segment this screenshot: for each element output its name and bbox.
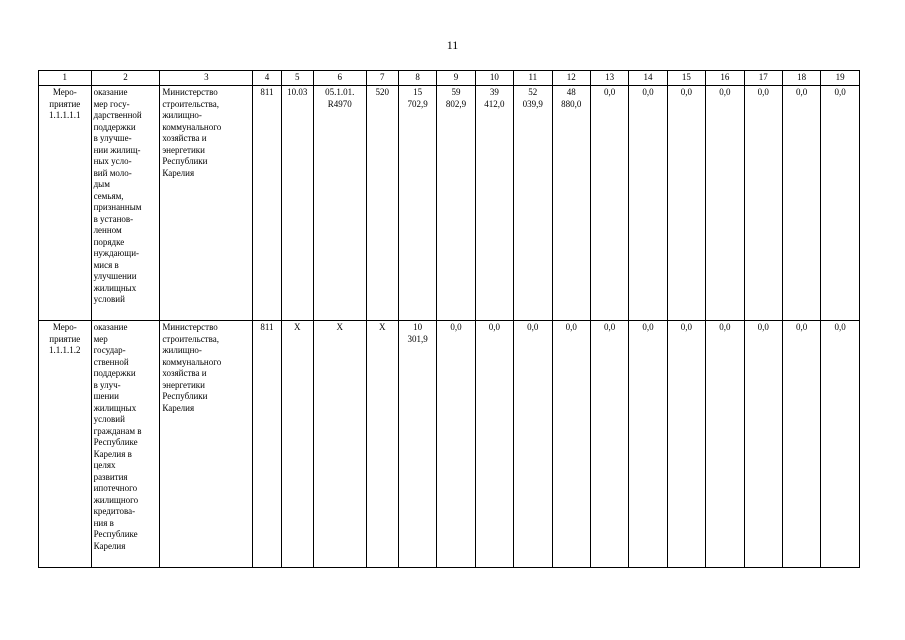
column-header: 8 [398, 71, 436, 86]
table-cell: 0,0 [437, 321, 475, 568]
table-cell: 48 880,0 [552, 86, 590, 321]
table-cell: 0,0 [821, 86, 860, 321]
measure-number: Меро- приятие 1.1.1.1.2 [39, 321, 92, 568]
column-header: 6 [313, 71, 366, 86]
table-cell: 0,0 [744, 321, 782, 568]
budget-table [38, 70, 860, 568]
measure-description: оказание мер госу- дарственной поддержки в улучше- нии жилищ- ных усло- вий моло- дым семьям, признанным в установ- ленном порядке нуждающи- мися в улучшении жилищных условий [91, 86, 160, 321]
table-cell: 52 039,9 [514, 86, 552, 321]
responsible-executor: Министерство строительства, жилищно- коммунального хозяйства и энергетики Республики Карелия [160, 86, 253, 321]
responsible-executor: Министерство строительства, жилищно- коммунального хозяйства и энергетики Республики Карелия [160, 321, 253, 568]
column-header: 9 [437, 71, 475, 86]
column-header: 17 [744, 71, 782, 86]
page-number: 11 [446, 38, 459, 52]
table-cell: 0,0 [706, 86, 744, 321]
table-cell: 0,0 [667, 321, 705, 568]
measure-number: Меро- приятие 1.1.1.1.1 [39, 86, 92, 321]
table-cell: 0,0 [629, 86, 667, 321]
table-cell: 0,0 [629, 321, 667, 568]
table-cell: 0,0 [782, 321, 820, 568]
table-cell: 15 702,9 [398, 86, 436, 321]
table-cell: X [366, 321, 398, 568]
column-header: 14 [629, 71, 667, 86]
table-cell: 0,0 [590, 321, 628, 568]
column-header: 19 [821, 71, 860, 86]
column-header: 7 [366, 71, 398, 86]
column-header: 16 [706, 71, 744, 86]
column-header: 5 [281, 71, 313, 86]
table-cell: 10 301,9 [398, 321, 436, 568]
table-cell: 811 [253, 321, 281, 568]
column-header: 4 [253, 71, 281, 86]
column-header: 15 [667, 71, 705, 86]
table-cell: 520 [366, 86, 398, 321]
header-row [39, 71, 860, 86]
table-cell: 39 412,0 [475, 86, 513, 321]
column-header: 18 [782, 71, 820, 86]
table-cell: 0,0 [667, 86, 705, 321]
table-cell: 0,0 [744, 86, 782, 321]
table-cell: 0,0 [514, 321, 552, 568]
table-cell: 10.03 [281, 86, 313, 321]
table-cell: 0,0 [590, 86, 628, 321]
table-cell: 0,0 [706, 321, 744, 568]
column-header: 12 [552, 71, 590, 86]
table-cell: 05.1.01. R4970 [313, 86, 366, 321]
table-cell: X [313, 321, 366, 568]
measure-description: оказание мер государ- ственной поддержки в улуч- шении жилищных условий гражданам в Республике Карелия в целях развития ипотечного жилищного кредитова- ния в Республике Карелия [91, 321, 160, 568]
table-cell: 0,0 [475, 321, 513, 568]
table-row [39, 86, 860, 321]
table-cell: 0,0 [821, 321, 860, 568]
table-cell: 0,0 [552, 321, 590, 568]
column-header: 1 [39, 71, 92, 86]
table-cell: X [281, 321, 313, 568]
column-header: 13 [590, 71, 628, 86]
column-header: 3 [160, 71, 253, 86]
table-cell: 59 802,9 [437, 86, 475, 321]
column-header: 2 [91, 71, 160, 86]
column-header: 11 [514, 71, 552, 86]
table-cell: 0,0 [782, 86, 820, 321]
table-row [39, 321, 860, 568]
table-cell: 811 [253, 86, 281, 321]
column-header: 10 [475, 71, 513, 86]
